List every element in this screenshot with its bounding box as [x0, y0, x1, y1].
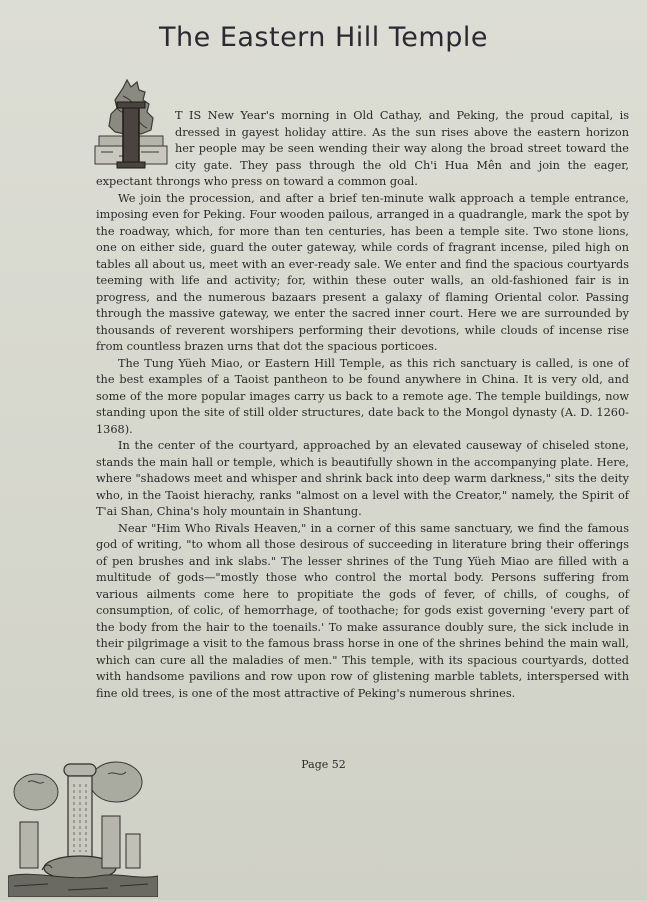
paragraph: We join the procession, and after a brief ten-minute walk approach a temple entrance, imposing even for Peking. Four wooden pailous, arranged in a quadrangle, mark the spot by the roadway, which, for more than ten centuries, has been a temple site. Two stone lions, one on either side, guard the outer gateway, while cords of fragrant incense, piled high on tables all about us, meet with an ever-ready sale. We enter and find the spacious courtyards teeming with life and activity; for, within these outer walls, an old-fashioned fair is in progress, and the numerous bazaars present a galaxy of flaming Oriental color. Passing through the massive gateway, we enter the sacred inner court. Here we are surrounded by thousands of reverent worshipers performing their devotions, while clouds of incense rise from countless brazen urns that dot the spacious porticoes.: [96, 191, 629, 353]
body-text: [96, 108, 629, 702]
temple-gate-icon: [8, 752, 158, 897]
drop-cap-illustration: [93, 78, 169, 170]
first-paragraph-block: [96, 108, 629, 191]
paragraph: The Tung Yüeh Miao, or Eastern Hill Temple, as this rich sanctuary is called, is one of the best examples of a Taoist pantheon to be found anywhere in China. It is very old, and some of the more popular images carry us back to a remote age. The temple buildings, now standing upon the site of still older structures, date back to the Mongol dynasty (A. D. 1260-1368).: [96, 356, 629, 436]
temple-gate-illustration: [8, 752, 158, 901]
paragraph: In the center of the courtyard, approached by an elevated causeway of chiseled stone, stands the main hall or temple, which is beautifully shown in the accompanying plate. Here, where "shadows meet and whisper and shrink back into deep warm darkness," sits the deity who, in the Taoist hierachy, ranks "almost on a level with the Creator," namely, the Spirit of T'ai Shan, China's holy mountain in Shantung.: [96, 439, 629, 518]
page-title: The Eastern Hill Temple: [159, 22, 488, 53]
page-number: Page 52: [301, 758, 346, 771]
paragraph: T IS New Year's morning in Old Cathay, and Peking, the proud capital, is dressed in gayest holiday attire. As the sun rises above the eastern horizon her people may be seen wending their way along the broad street toward the city gate. They pass through the old Ch'i Hua Mên and join the eager, expectant throngs who press on toward a common goal.: [96, 109, 629, 188]
drop-cap-letter: I: [130, 140, 132, 141]
paragraph: Near "Him Who Rivals Heaven," in a corner of this same sanctuary, we find the famous god of writing, "to whom all those desirous of succeeding in literature bring their offerings of pen brushes and ink slabs." The lesser shrines of the Tung Yüeh Miao are filled with a multitude of gods—"mostly those who control the mortal body. Persons suffering from various ailments come here to propitiate the gods of fever, of chills, of coughs, of consumption, of colic, of hemorrhage, of toothache; for gods exist governing 'every part of the body from the hair to the toenails.' To make assurance doubly sure, the sick include in their pilgrimage a visit to the famous brass horse in one of the shrines behind the main wall, which can cure all the maladies of men." This temple, with its spacious courtyards, dotted with handsome pavilions and row upon row of glistening marble tablets, interspersed with fine old trees, is one of the most attractive of Peking's numerous shrines.: [96, 521, 629, 700]
stone-lion-icon: [93, 78, 169, 170]
